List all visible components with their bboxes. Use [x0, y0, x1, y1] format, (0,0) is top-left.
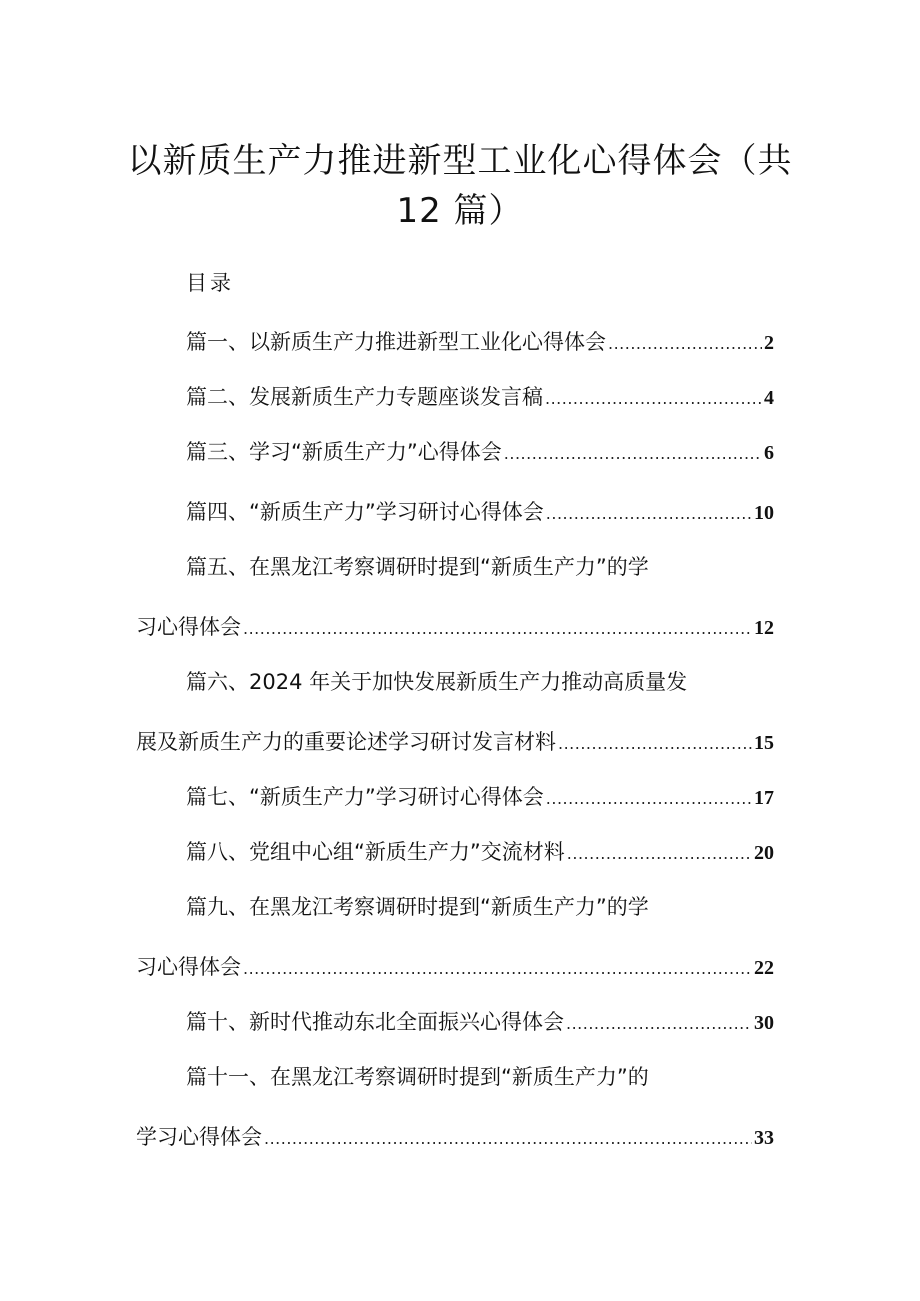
toc-entry-title: 篇三、学习“新质生产力”心得体会	[186, 440, 502, 464]
toc-entry-title: 篇六、2024 年关于加快发展新质生产力推动高质量发	[186, 670, 688, 694]
toc-page-number: 12	[754, 617, 774, 639]
document-title-line-1: 以新质生产力推进新型工业化心得体会（共	[127, 141, 793, 181]
toc-page-number: 22	[754, 957, 774, 979]
document-title-line-2: 12 篇）	[396, 191, 524, 231]
toc-entry-title-continued: 习心得体会	[136, 615, 241, 639]
toc-entry-3[interactable]	[186, 437, 774, 469]
toc-entry-title: 篇二、发展新质生产力专题座谈发言稿	[186, 385, 543, 409]
toc-entry-title-continued: 展及新质生产力的重要论述学习研讨发言材料	[136, 730, 556, 754]
toc-entry-title: 篇八、党组中心组“新质生产力”交流材料	[186, 840, 565, 864]
toc-entry-6-line-2[interactable]	[136, 727, 774, 759]
toc-heading: 目录	[186, 271, 234, 295]
toc-leader-dots	[546, 499, 752, 529]
toc-entry-4[interactable]	[186, 497, 774, 529]
toc-entry-title: 篇九、在黑龙江考察调研时提到“新质生产力”的学	[186, 895, 649, 919]
toc-leader-dots	[558, 729, 752, 759]
toc-entry-title: 篇十一、在黑龙江考察调研时提到“新质生产力”的	[186, 1065, 649, 1089]
toc-leader-dots	[546, 784, 752, 814]
toc-page-number: 33	[754, 1127, 774, 1149]
toc-entry-title-continued: 学习心得体会	[136, 1125, 262, 1149]
toc-page-number: 30	[754, 1012, 774, 1034]
toc-leader-dots	[545, 384, 762, 414]
toc-page-number: 10	[754, 502, 774, 524]
toc-leader-dots	[243, 954, 752, 984]
toc-page-number: 6	[764, 442, 774, 464]
toc-entry-11-line-1[interactable]	[186, 1062, 649, 1092]
toc-leader-dots	[264, 1124, 752, 1154]
toc-page-number: 4	[764, 387, 774, 409]
toc-page-number: 2	[764, 332, 774, 354]
toc-entry-9-line-2[interactable]	[136, 952, 774, 984]
toc-entry-5-line-2[interactable]	[136, 612, 774, 644]
toc-leader-dots	[567, 839, 752, 869]
toc-entry-title: 篇五、在黑龙江考察调研时提到“新质生产力”的学	[186, 555, 649, 579]
toc-entry-5-line-1[interactable]	[186, 552, 649, 582]
toc-leader-dots	[504, 439, 762, 469]
toc-leader-dots	[566, 1009, 752, 1039]
toc-page-number: 20	[754, 842, 774, 864]
toc-entry-11-line-2[interactable]	[136, 1122, 774, 1154]
toc-entry-title: 篇一、以新质生产力推进新型工业化心得体会	[186, 330, 606, 354]
toc-entry-6-line-1[interactable]	[186, 667, 687, 697]
toc-entry-title: 篇七、“新质生产力”学习研讨心得体会	[186, 785, 544, 809]
toc-entry-10[interactable]	[186, 1007, 774, 1039]
toc-entry-9-line-1[interactable]	[186, 892, 649, 922]
toc-entry-1[interactable]	[186, 327, 774, 359]
toc-leader-dots	[243, 614, 752, 644]
toc-entry-title-continued: 习心得体会	[136, 955, 241, 979]
toc-page-number: 15	[754, 732, 774, 754]
toc-entry-2[interactable]	[186, 382, 774, 414]
toc-entry-title: 篇十、新时代推动东北全面振兴心得体会	[186, 1010, 564, 1034]
toc-page-number: 17	[754, 787, 774, 809]
toc-leader-dots	[608, 329, 762, 359]
toc-entry-8[interactable]	[186, 837, 774, 869]
toc-entry-title: 篇四、“新质生产力”学习研讨心得体会	[186, 500, 544, 524]
toc-entry-7[interactable]	[186, 782, 774, 814]
